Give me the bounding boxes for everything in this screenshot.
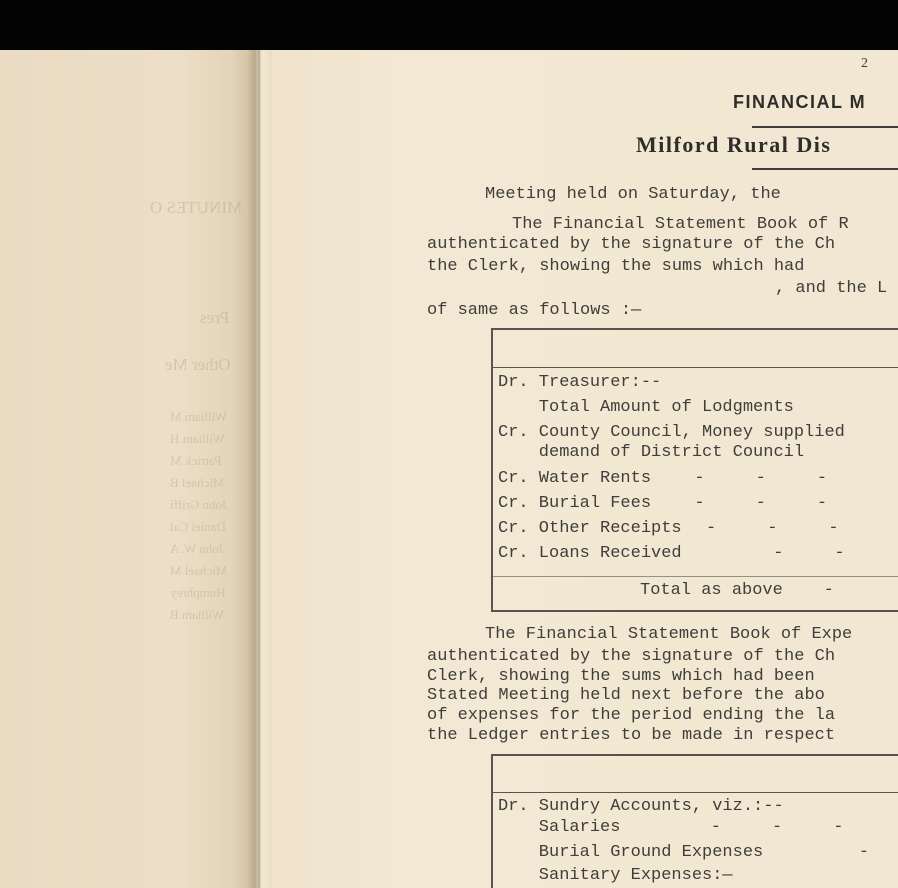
expenses-intro-line: the Ledger entries to be made in respect	[427, 726, 836, 745]
left-page	[0, 50, 252, 888]
row-dashes: -	[818, 843, 870, 862]
ghost-text: Patrick M	[170, 453, 222, 468]
table-row: Cr. County Council, Money supplied	[498, 423, 845, 442]
ghost-text: Michael M	[170, 563, 228, 578]
table-row: Cr. Loans Received	[498, 544, 682, 563]
intro-line: the Clerk, showing the sums which had	[427, 257, 805, 276]
ghost-text: William B	[170, 607, 224, 622]
ghost-text: Daniel Cal	[170, 519, 226, 534]
intro-line: The Financial Statement Book of R	[512, 215, 849, 234]
table-left-border	[491, 328, 493, 610]
table-row: Sanitary Expenses:—	[498, 866, 733, 885]
ghost-text: William H	[170, 431, 225, 446]
expenses-intro-line: Stated Meeting held next before the abo	[427, 686, 825, 705]
ghost-text: Pres	[200, 308, 230, 327]
table-row: Cr. Burial Fees	[498, 494, 652, 513]
table-row: Dr. Treasurer:--	[498, 373, 662, 392]
ghost-text: William M	[170, 409, 227, 424]
table-bottom-border	[491, 610, 898, 612]
expenses-table-header-divider	[491, 792, 898, 793]
ghost-text: Humphrey	[170, 585, 226, 600]
expenses-intro-line: Clerk, showing the sums which had been	[427, 667, 815, 686]
row-dashes: - - -	[706, 519, 839, 538]
expenses-table-left-border	[491, 754, 493, 888]
intro-line: of same as follows :—	[427, 301, 642, 320]
intro-line: , and the L	[775, 279, 888, 298]
table-row: Burial Ground Expenses	[498, 843, 764, 862]
table-top-border	[491, 328, 898, 330]
row-dashes: - - -	[674, 469, 828, 488]
intro-line: Meeting held on Saturday, the	[485, 185, 781, 204]
ghost-text: Other Me	[165, 355, 231, 374]
expenses-intro-line: The Financial Statement Book of Expe	[485, 625, 853, 644]
expenses-intro-line: authenticated by the signature of the Ch	[427, 647, 836, 666]
table-header-divider	[491, 367, 898, 368]
title-rule	[752, 126, 898, 128]
page-title: FINANCIAL M	[733, 92, 867, 112]
row-dashes: - - -	[674, 494, 828, 513]
table-row: Dr. Sundry Accounts, viz.:--	[498, 797, 784, 816]
table-row: Cr. Other Receipts	[498, 519, 682, 538]
row-dashes: - - -	[670, 818, 844, 837]
spine-edge	[258, 50, 260, 888]
table-total-divider	[491, 576, 898, 577]
table-row: Salaries	[498, 818, 621, 837]
subtitle-rule	[752, 168, 898, 170]
table-total: Total as above -	[640, 581, 834, 600]
expenses-intro-line: of expenses for the period ending the la	[427, 706, 836, 725]
table-row: Cr. Water Rents	[498, 469, 652, 488]
ghost-text: Michael B	[170, 475, 225, 490]
table-row: demand of District Council	[498, 443, 805, 462]
row-dashes: - -	[712, 544, 845, 563]
intro-line: authenticated by the signature of the Ch	[427, 235, 836, 254]
ghost-text: John Griffi	[170, 497, 228, 512]
table-row: Total Amount of Lodgments	[498, 398, 794, 417]
ghost-text: MINUTES O	[150, 198, 243, 217]
page-number: 2	[861, 56, 868, 71]
page-subtitle: Milford Rural Dis	[636, 132, 832, 157]
top-black-border	[0, 0, 898, 50]
expenses-table-top-border	[491, 754, 898, 756]
ghost-text: John W. A	[170, 541, 224, 556]
